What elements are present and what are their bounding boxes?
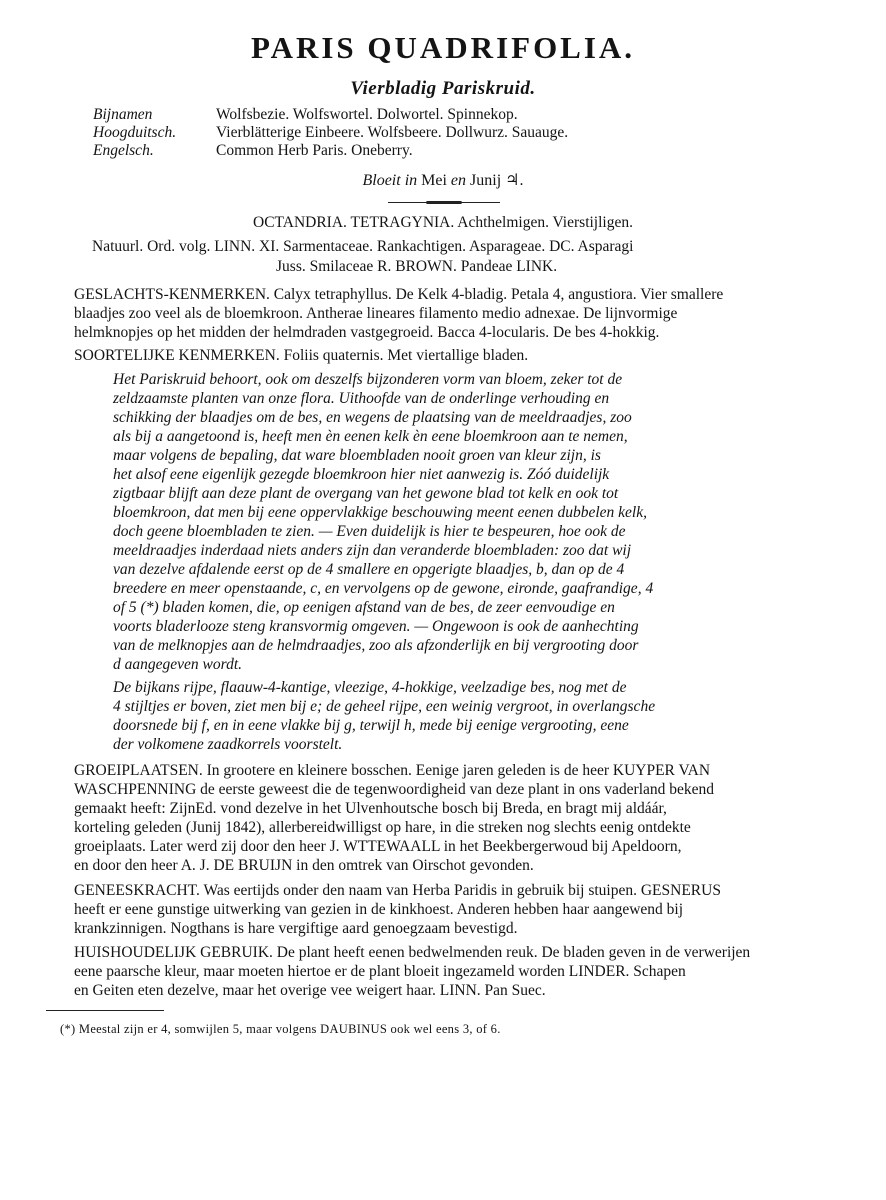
section-text: helmknopjes op het midden der helmdraden vastgegroeid. Bacca 4-locularis. De bes 4-hokkig. [74, 324, 660, 341]
name-row-bijnamen [93, 106, 568, 124]
section-text: Foliis quaternis. Met viertallige bladen. [283, 347, 529, 364]
section-heading: GESLACHTS-KENMERKEN. [74, 286, 270, 303]
section-text: De plant heeft eenen bedwelmenden reuk. De bladen geven in de verwerijen [276, 944, 751, 961]
description-line: als bij a aangetoond is, heeft men èn eenen kelk èn eene bloemkroon aan te nemen, [113, 428, 628, 445]
section-text: heeft er eene gunstige uitwerking van gezien in de kinkhoest. Anderen hebben haar aangewend bij [74, 901, 684, 918]
name-row-engelsch [93, 142, 568, 160]
footnote: (*) Meestal zijn er 4, somwijlen 5, maar volgens DAUBINUS ook wel eens 3, of 6. [60, 1022, 501, 1036]
linnaean-class: OCTANDRIA. TETRAGYNIA. Achthelmigen. Vierstijligen. [253, 214, 633, 231]
fruit-line: doorsnede bij f, en in eene vlakke bij g, terwijl h, mede bij eenige vergrooting, eene [113, 717, 629, 734]
natural-order-line-1: Natuurl. Ord. volg. LINN. XI. Sarmentaceae. Rankachtigen. Asparageae. DC. Asparagi [92, 238, 634, 255]
footnote-divider [46, 1010, 164, 1011]
fruit-line: De bijkans rijpe, flaauw-4-kantige, vleezige, 4-hokkige, veelzadige bes, nog met de [113, 679, 627, 696]
description-line: breedere en meer openstaande, c, en vervolgens op de gewone, eironde, gaafrandige, 4 [113, 580, 654, 597]
flowering-line [0, 170, 886, 190]
ornamental-divider [388, 201, 500, 205]
section-text: Was eertijds onder den naam van Herba Paridis in gebruik bij stuipen. GESNERUS [203, 882, 721, 899]
perennial-symbol: ♃. [505, 172, 524, 189]
description-line: of 5 (*) bladen komen, die, op eenigen afstand van de bes, de zeer eenvoudige en [113, 599, 615, 616]
description-line: Het Pariskruid behoort, ook om deszelfs bijzonderen vorm van bloem, zeker tot de [113, 371, 623, 388]
section-text: In grootere en kleinere bosschen. Eenige jaren geleden is de heer KUYPER VAN [206, 762, 711, 779]
fruit-line: der volkomene zaadkorrels voorstelt. [113, 736, 343, 753]
name-value: Vierblätterige Einbeere. Wolfsbeere. Dollwurz. Sauauge. [216, 124, 569, 141]
description-line: van dezelve afdalende eerst op de 4 smallere en opgerigte blaadjes, b, dan op de 4 [113, 561, 625, 578]
description-line: d aangegeven wordt. [113, 656, 242, 673]
section-text: korteling geleden (Junij 1842), allerbereidwilligst op hare, in die streken nog slechts eenig ontdekte [74, 819, 691, 836]
section-heading: SOORTELIJKE KENMERKEN. [74, 347, 280, 364]
section-heading: GENEESKRACHT. [74, 882, 200, 899]
section-soortelijke [74, 347, 810, 366]
section-text: groeiplaats. Later werd zij door den heer J. WTTEWAALL in het Beekbergerwoud bij Apeldoorn, [74, 838, 682, 855]
natural-order-line-2: Juss. Smilaceae R. BROWN. Pandeae LINK. [276, 258, 558, 275]
section-text: en Geiten eten dezelve, maar het overige vee weigert haar. LINN. Pan Suec. [74, 982, 546, 999]
flowering-month: Mei [421, 172, 447, 189]
page-subtitle: Vierbladig Pariskruid. [350, 78, 536, 99]
page-title: PARIS QUADRIFOLIA. [250, 30, 636, 65]
flowering-label: Bloeit in [362, 172, 418, 189]
section-text: gemaakt heeft: ZijnEd. vond dezelve in het Ulvenhoutsche bosch bij Breda, en bragt mij aldáár, [74, 800, 667, 817]
name-row-hoogduitsch [93, 124, 568, 142]
common-names [93, 106, 568, 160]
section-text: blaadjes zoo veel als de bloemkroon. Antherae lineares filamento medio adnexae. De lijnvormige [74, 305, 678, 322]
description-line: voorts bladerlooze steng kransvormig omgeven. — Ongewoon is ook de aanhechting [113, 618, 639, 635]
name-label: Engelsch. [93, 142, 154, 159]
section-text: eene paarsche kleur, maar moeten hiertoe er de plant bloeit ingezameld worden LINDER. Schapen [74, 963, 686, 980]
section-text: en door den heer A. J. DE BRUIJN in den omtrek van Oirschot gevonden. [74, 857, 534, 874]
name-value: Common Herb Paris. Oneberry. [216, 142, 413, 159]
section-text: krankzinnigen. Nogthans is hare vergiftige aard genoegzaam bevestigd. [74, 920, 518, 937]
section-heading: GROEIPLAATSEN. [74, 762, 203, 779]
fruit-line: 4 stijltjes er boven, ziet men bij e; de geheel rijpe, een weinig vergroot, in overlangsche [113, 698, 656, 715]
name-label: Bijnamen [93, 106, 153, 123]
description-line: het alsof eene eigenlijk gezegde bloemkroon hier niet aanwezig is. Zóó duidelijk [113, 466, 610, 483]
name-label: Hoogduitsch. [93, 124, 177, 141]
name-value: Wolfsbezie. Wolfswortel. Dolwortel. Spinnekop. [216, 106, 518, 123]
section-text: WASCHPENNING de eerste geweest die de tegenwoordigheid van deze plant in ons vaderland bekend [74, 781, 715, 798]
flowering-conj: en [450, 172, 467, 189]
section-text: Calyx tetraphyllus. De Kelk 4-bladig. Petala 4, angustiora. Vier smallere [273, 286, 724, 303]
description-line: van de melknopjes aan de helmdraadjes, zoo als afzonderlijk en bij vergrooting door [113, 637, 639, 654]
description-line: meeldraadjes inderdaad niets anders zijn dan veranderde bloembladen: zoo dat wij [113, 542, 632, 559]
section-heading: HUISHOUDELIJK GEBRUIK. [74, 944, 273, 961]
description-line: schikking der blaadjes om de bes, en wegens de plaatsing van de meeldraadjes, zoo [113, 409, 632, 426]
flowering-month2: Junij [470, 172, 502, 189]
description-line: doch geene bloembladen te zien. — Even duidelijk is hier te bespeuren, hoe ook de [113, 523, 626, 540]
description-line: maar volgens de bepaling, dat ware bloembladen nooit groen van kleur zijn, is [113, 447, 601, 464]
description-line: bloemkroon, dat men bij eene oppervlakkige beschouwing meent eenen dubbelen kelk, [113, 504, 647, 521]
description-line: zeldzaamste planten van onze flora. Uithoofde van de onderlinge verhouding en [113, 390, 610, 407]
description-line: zigtbaar blijft aan deze plant de overgang van het gewone blad tot kelk en ook tot [113, 485, 619, 502]
